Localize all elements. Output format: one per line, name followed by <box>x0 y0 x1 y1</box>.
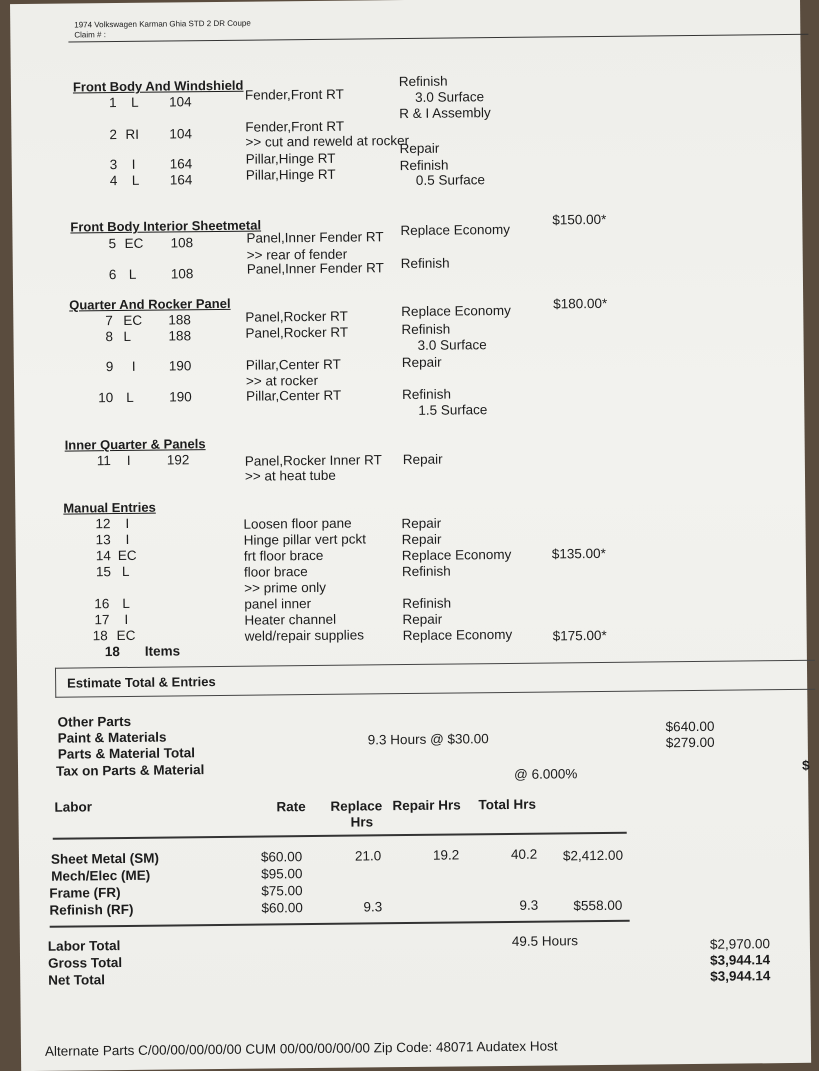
estimate-line: 8 L 188 Panel,Rocker RT Refinish 3.0 Surface <box>105 321 487 353</box>
replace-hrs-header: Hrs <box>350 814 374 830</box>
section-title: Front Body Interior Sheetmetal <box>70 217 262 235</box>
repair-header: Repair Hrs <box>392 797 461 814</box>
tax-rate: @ 6.000% <box>514 766 578 782</box>
tax-label: Tax on Parts & Material <box>55 762 205 779</box>
labor-total-rule <box>50 920 630 928</box>
estimate-line: 13 I Hinge pillar vert pckt Repair <box>95 531 442 548</box>
vehicle-title: 1974 Volkswagen Karman Ghia STD 2 DR Coupe <box>74 18 251 30</box>
item-count: 18 <box>104 644 120 660</box>
table-row: Sheet Metal (SM) $60.00 21.0 19.2 40.2 $2,412.00 <box>50 846 624 867</box>
paint-value: $279.00 <box>665 734 715 751</box>
parts-total-label: Parts & Material Total <box>57 745 195 762</box>
labor-total-value: $2,970.00 <box>709 936 771 952</box>
estimate-line: 9 I 190 Pillar,Center RT Repair >> at rocker <box>105 354 442 389</box>
estimate-line: 12 I Loosen floor pane Repair <box>95 515 442 532</box>
section-title: Inner Quarter & Panels <box>64 436 206 453</box>
estimate-line: 7 EC 188 Panel,Rocker RT Replace Economy $180.00* <box>105 295 608 329</box>
estimate-line: 6 L 108 Panel,Inner Fender RT Refinish <box>108 255 450 283</box>
paint-materials-label: Paint & Materials <box>57 729 167 746</box>
labor-total-label: Labor Total <box>47 938 121 954</box>
replace-header: Replace <box>330 798 383 814</box>
table-row: Frame (FR) $75.00 <box>49 883 303 901</box>
net-total-label: Net Total <box>48 972 106 988</box>
other-parts-value: $640.00 <box>665 718 715 735</box>
estimate-line: 17 I Heater channel Repair <box>94 611 443 628</box>
paint-hours: 9.3 Hours @ $30.00 <box>367 731 489 748</box>
estimate-line: 11 I 192 Panel,Rocker Inner RT Repair >> at heat tube <box>96 451 443 484</box>
labor-header-rule <box>53 832 627 840</box>
table-row: Mech/Elec (ME) $95.00 <box>51 866 303 884</box>
labor-header: Labor <box>54 799 93 815</box>
estimate-line: 1 L 104 Fender,Front RT Refinish 3.0 Surface <box>108 73 485 111</box>
estimate-line: 3 I 164 Pillar,Hinge RT Repair <box>109 140 440 173</box>
estimate-line: 4 L 164 Pillar,Hinge RT Refinish 0.5 Surface <box>109 157 486 189</box>
estimate-line: 2 RI 104 Fender,Front RT R & I Assembly >> cut and reweld at rocker <box>109 105 491 150</box>
rate-header: Rate <box>276 799 306 815</box>
gross-total-value: $3,944.14 <box>709 952 771 968</box>
tax-value-edge: $ <box>801 757 810 773</box>
estimate-total-title: Estimate Total & Entries <box>67 674 216 691</box>
total-hrs-header: Total Hrs <box>478 796 537 813</box>
estimate-line: 18 EC weld/repair supplies Replace Economy $175.00* <box>92 626 607 644</box>
gross-total-label: Gross Total <box>47 955 123 971</box>
claim-label: Claim # : <box>74 30 106 40</box>
estimate-line: 5 EC 108 Panel,Inner Fender RT Replace Economy $150.00* >> rear of fender <box>108 211 607 263</box>
section-title: Front Body And Windshield <box>72 77 244 95</box>
estimate-line: 15 L floor brace Refinish >> prime only <box>95 563 451 596</box>
labor-total-hours: 49.5 Hours <box>511 933 578 949</box>
table-row: Refinish (RF) $60.00 9.3 9.3 $558.00 <box>49 897 623 918</box>
estimate-line: 14 EC frt floor brace Replace Economy $135.00* <box>95 545 606 564</box>
section-title: Quarter And Rocker Panel <box>69 295 231 313</box>
footer-text: Alternate Parts C/00/00/00/00/00 CUM 00/00/00/00/00 Zip Code: 48071 Audatex Host <box>44 1038 558 1059</box>
item-count-label: Items <box>144 643 181 659</box>
other-parts-label: Other Parts <box>57 713 132 730</box>
estimate-page <box>10 0 811 1071</box>
estimate-line: 16 L panel inner Refinish <box>94 595 452 612</box>
estimate-line: 10 L 190 Pillar,Center RT Refinish 1.5 Surface <box>98 386 488 418</box>
section-title: Manual Entries <box>63 499 156 516</box>
header-rule <box>68 34 808 43</box>
net-total-value: $3,944.14 <box>710 968 771 984</box>
